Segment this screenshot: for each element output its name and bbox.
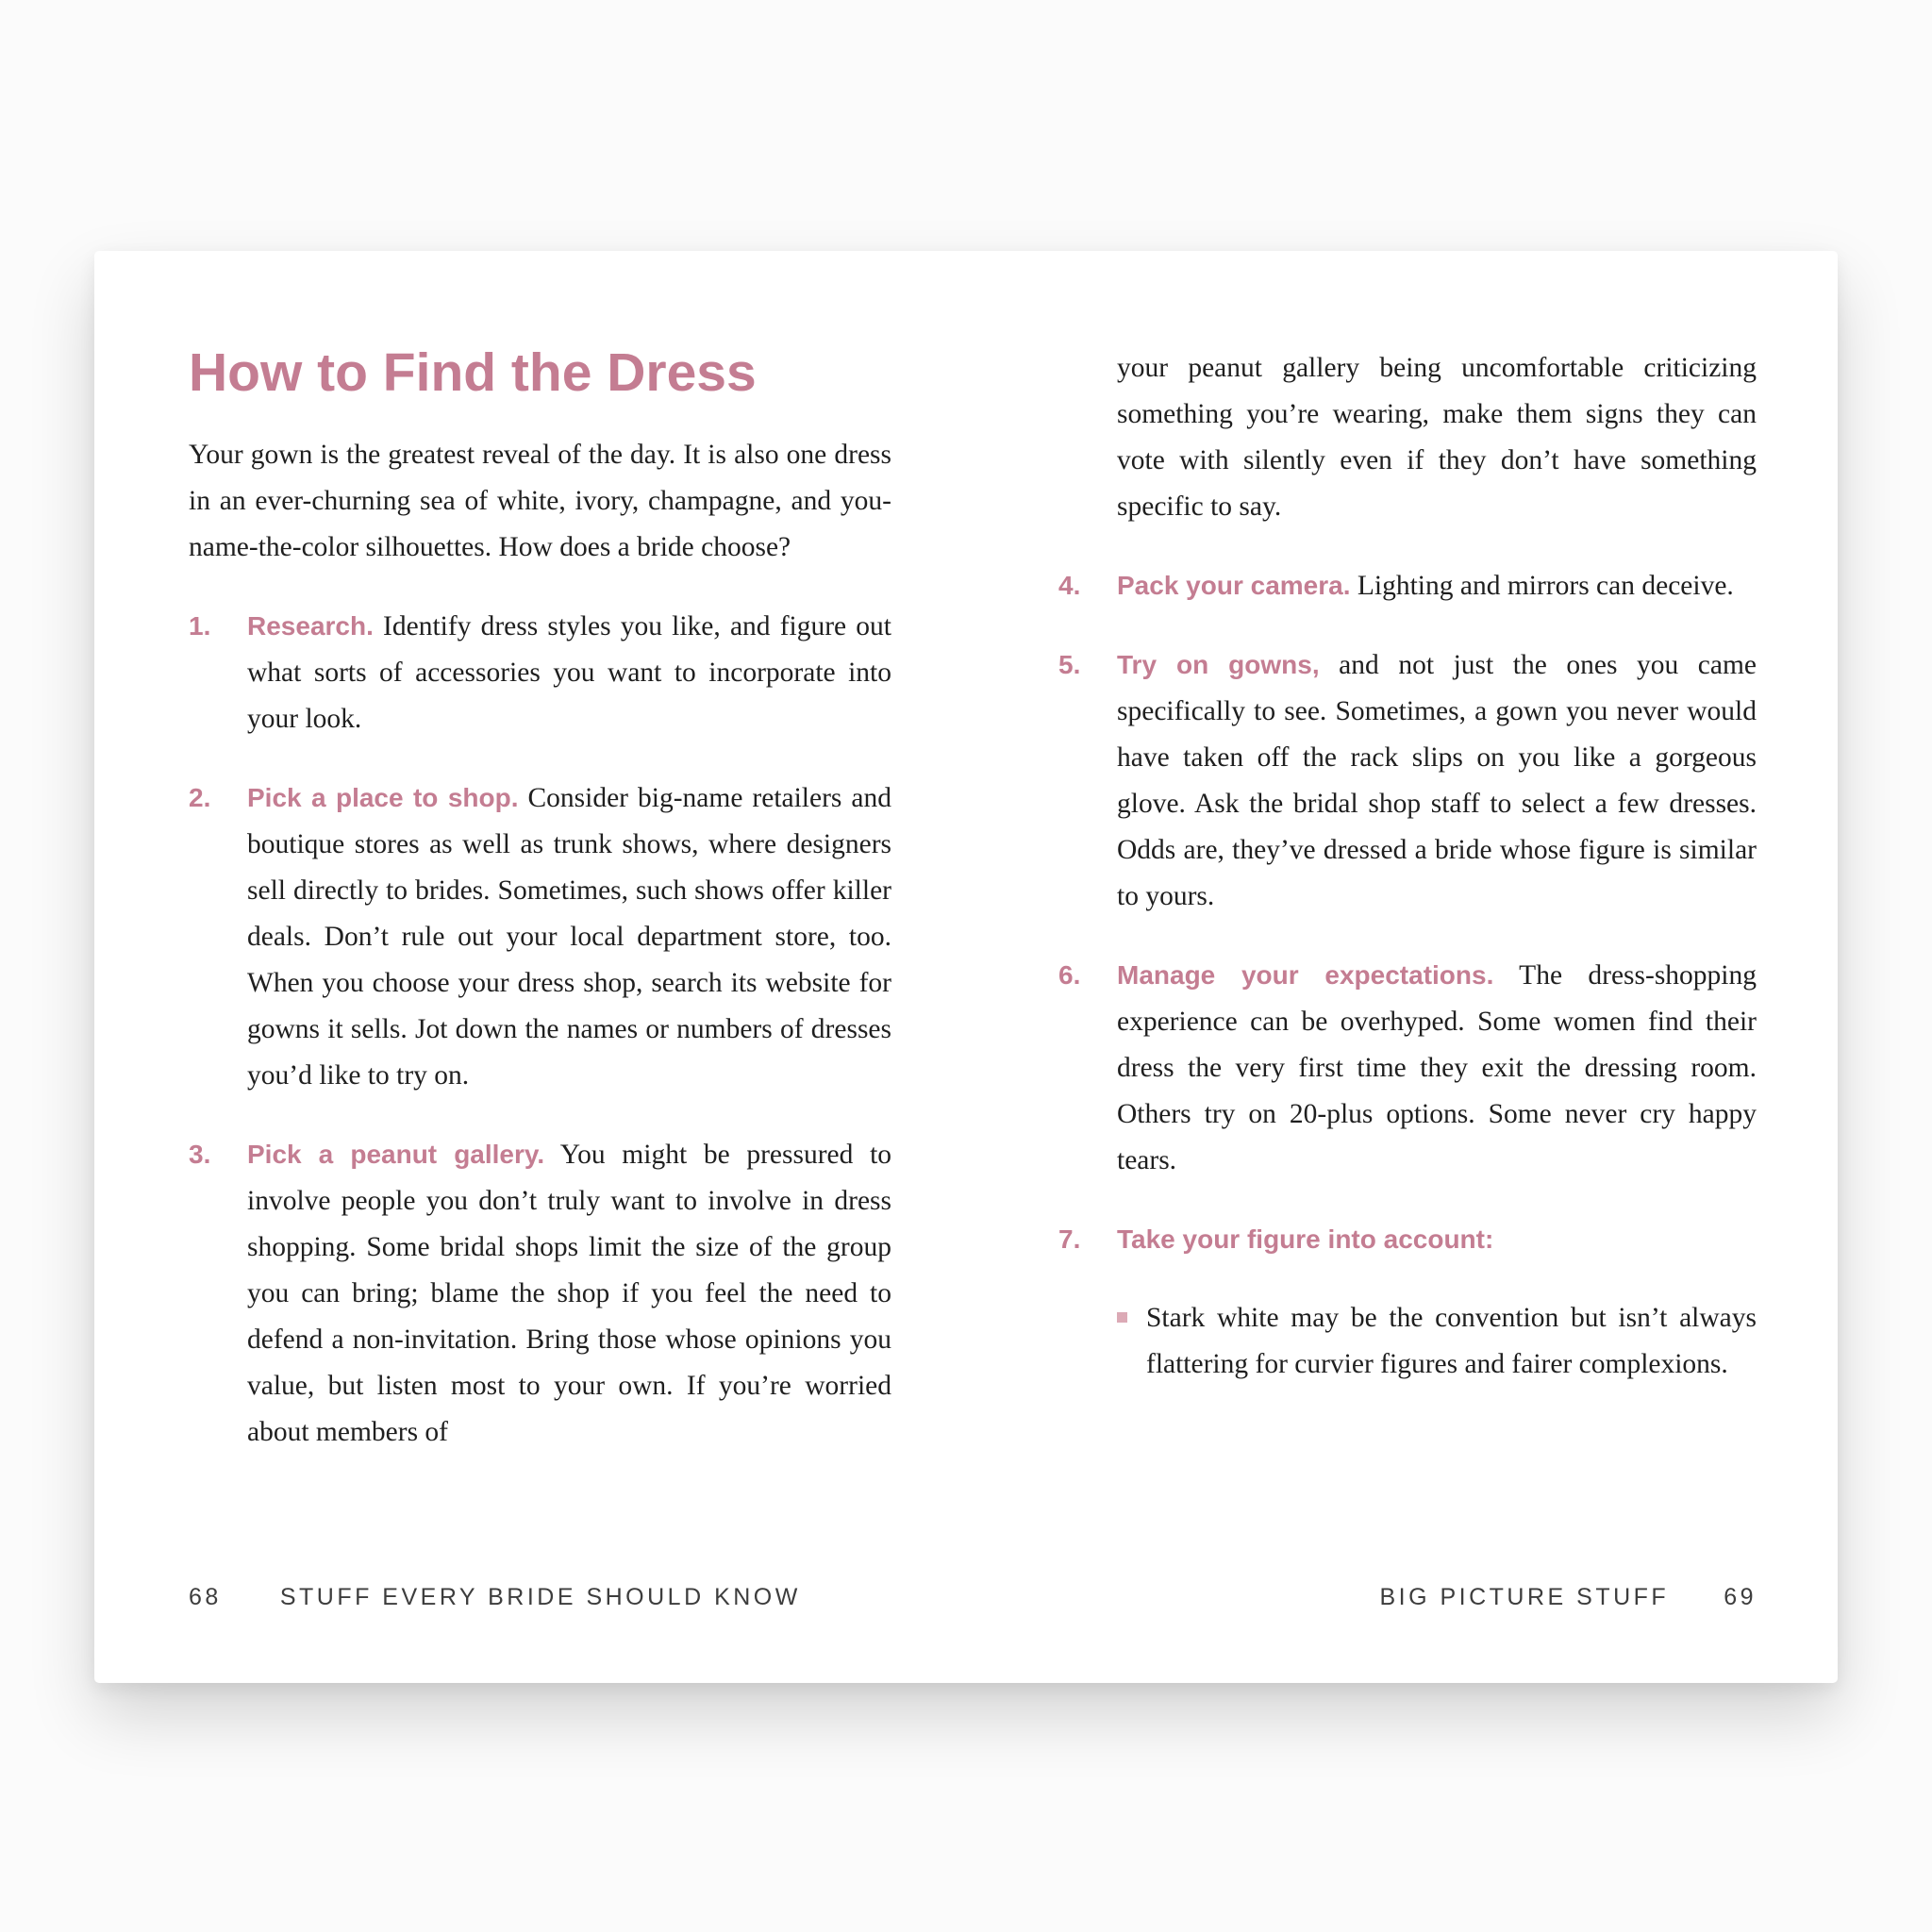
sub-bullet-text: Stark white may be the convention but isn’t always flattering for curvier figures and fairer complexions. xyxy=(1146,1303,1757,1379)
item-paragraph xyxy=(247,1131,891,1456)
item-text: Consider big-name retailers and boutique stores as well as trunk shows, where designers sell directly to brides. Sometimes, such shows offer killer deals. Don’t rule out your local department store, too. When you choose your dress shop, search its website for gowns it sells. Jot down the names or numbers of dresses you’d like to try on. xyxy=(247,783,891,1091)
list-item-6 xyxy=(1058,952,1757,1184)
left-footer xyxy=(189,1584,885,1611)
item-lead: Take your figure into account: xyxy=(1117,1224,1494,1254)
right-page xyxy=(966,251,1838,1683)
page-title: How to Find the Dress xyxy=(189,342,757,403)
running-head: BIG PICTURE STUFF xyxy=(1379,1584,1670,1610)
item-number: 5. xyxy=(1058,650,1081,679)
list-item-3 xyxy=(189,1131,891,1456)
left-page xyxy=(94,251,966,1683)
list-item-5 xyxy=(1058,641,1757,920)
item-lead: Try on gowns, xyxy=(1117,650,1320,679)
square-bullet-icon xyxy=(1117,1312,1127,1323)
item-text: The dress-shopping experience can be overhyped. Some women find their dress the very first time they exit the dressing room. Others try on 20-plus options. Some never cry happy tears. xyxy=(1117,960,1757,1175)
list-item-2 xyxy=(189,774,891,1099)
item-text: and not just the ones you came specifically to see. Sometimes, a gown you never would have taken off the rack slips on you like a gorgeous glove. Ask the bridal shop staff to select a few dresses. Odds are, they’ve dressed a bride whose figure is similar to yours. xyxy=(1117,650,1757,911)
page-number: 68 xyxy=(189,1584,222,1610)
page-number: 69 xyxy=(1724,1584,1757,1610)
item-text: Identify dress styles you like, and figure out what sorts of accessories you want to incorporate into your look. xyxy=(247,611,892,734)
item-lead: Manage your expectations. xyxy=(1117,960,1494,990)
item-paragraph xyxy=(247,603,891,742)
list-item-7 xyxy=(1058,1216,1757,1263)
item-number: 3. xyxy=(189,1140,211,1169)
item-number: 4. xyxy=(1058,571,1081,600)
item-lead: Pick a place to shop. xyxy=(247,783,519,812)
intro-paragraph: Your gown is the greatest reveal of the day. It is also one dress in an ever-churning sea of white, ivory, champagne, and you-name-the-color silhouettes. How does a bride choose? xyxy=(189,440,891,562)
list-item-1 xyxy=(189,603,891,742)
item-number: 2. xyxy=(189,783,211,812)
item-number: 6. xyxy=(1058,960,1081,990)
running-head: STUFF EVERY BRIDE SHOULD KNOW xyxy=(279,1584,801,1610)
sub-bullet-item xyxy=(1117,1295,1757,1388)
list-item-4 xyxy=(1058,562,1757,609)
item-lead: Pack your camera. xyxy=(1117,571,1351,600)
continuation-paragraph: your peanut gallery being uncomfortable criticizing something you’re wearing, make them signs they can vote with silently even if they don’t have something specific to say. xyxy=(1117,353,1757,522)
item-paragraph xyxy=(1117,641,1757,920)
item-lead: Research. xyxy=(247,611,374,641)
item-text: You might be pressured to involve people you don’t truly want to involve in dress shopping. Some bridal shops limit the size of the group you can bring; blame the shop if you feel the need to defend a non-invitation. Bring those whose opinions you value, but listen most to your own. If you’re worried about members of xyxy=(247,1140,892,1447)
item-paragraph xyxy=(1117,562,1757,609)
item-number: 1. xyxy=(189,611,211,641)
item-text: Lighting and mirrors can deceive. xyxy=(1357,571,1734,601)
item-lead: Pick a peanut gallery. xyxy=(247,1140,545,1169)
book-spread xyxy=(94,251,1838,1683)
item-paragraph xyxy=(247,774,891,1099)
item-number: 7. xyxy=(1058,1224,1081,1254)
item-paragraph xyxy=(1117,952,1757,1184)
item-paragraph xyxy=(1117,1216,1757,1263)
right-footer xyxy=(1060,1584,1757,1611)
